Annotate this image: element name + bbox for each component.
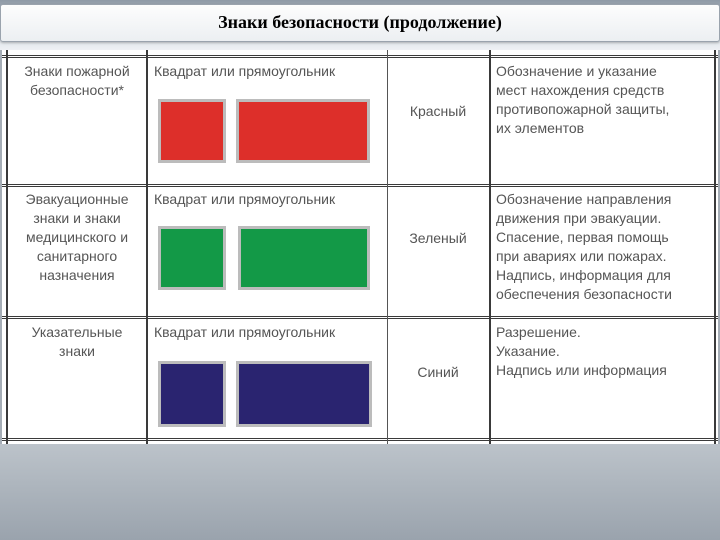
color-name-cell: Зеленый	[409, 230, 467, 246]
red-rectangle-swatch	[236, 99, 370, 163]
column-divider	[714, 50, 716, 444]
bottom-background	[0, 444, 720, 540]
sign-type-cell: Эвакуационные знаки и знаки медицинского и санитарного назначения	[25, 191, 129, 283]
sign-type-cell: Указательные знаки	[31, 324, 123, 359]
red-square-swatch	[158, 99, 226, 163]
slide-title: Знаки безопасности (продолжение)	[218, 12, 502, 32]
green-rectangle-swatch	[238, 226, 370, 290]
column-divider	[489, 50, 491, 444]
blue-square-swatch	[158, 361, 226, 427]
shape-cell: Квадрат или прямоугольник	[154, 63, 336, 79]
shape-cell: Квадрат или прямоугольник	[154, 191, 336, 207]
column-divider	[146, 50, 148, 444]
row-divider	[2, 316, 718, 319]
table-top-border	[2, 55, 718, 58]
row-divider	[2, 184, 718, 187]
meaning-cell: Обозначение направления движения при эвакуации. Спасение, первая помощь при авариях или пожарах. Надпись, информация для обеспечения безопасности	[496, 191, 672, 302]
meaning-cell: Разрешение. Указание. Надпись или информация	[496, 324, 667, 378]
shape-cell: Квадрат или прямоугольник	[154, 324, 336, 340]
column-divider	[6, 50, 8, 444]
color-name-cell: Красный	[409, 103, 467, 119]
meaning-cell: Обозначение и указание мест нахождения средств противопожарной защиты, их элементов	[496, 63, 670, 136]
blue-rectangle-swatch	[236, 361, 372, 427]
safety-signs-table	[2, 50, 718, 444]
color-name-cell: Синий	[417, 364, 459, 380]
table-bottom-border	[2, 438, 718, 441]
green-square-swatch	[158, 226, 226, 290]
sign-type-cell: Знаки пожарной безопасности*	[24, 63, 130, 98]
